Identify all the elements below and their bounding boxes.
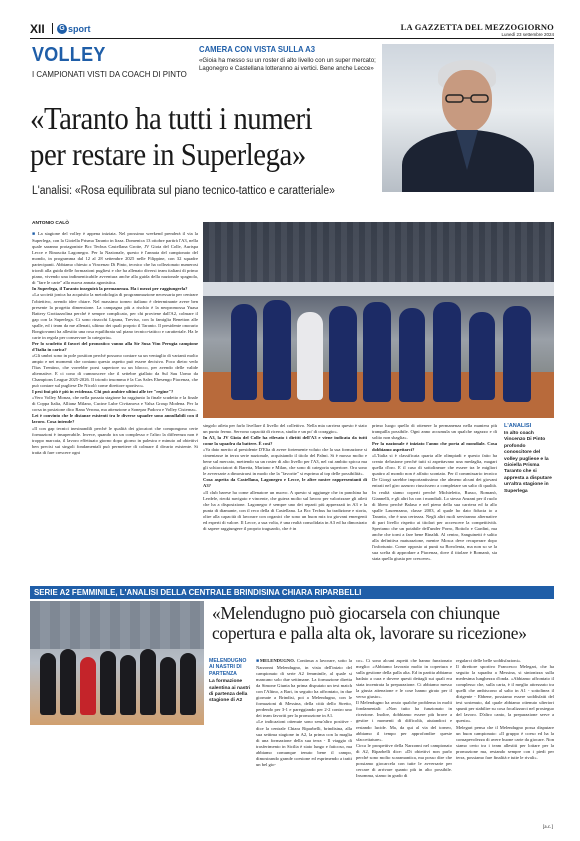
article2-signature: [a.c.] bbox=[542, 825, 553, 830]
article2-column-3 bbox=[456, 658, 554, 823]
article2-col3-q2: Melegari pensa che il Melendugno possa disputare un buon campionato: «Il gruppo è coeso ed ha la consapevolezza di avere buone carte da giocare. Non siamo certo tra i team allestiti per lottare per la promozione ma, restando sempre con i piedi per terra, possiamo fare finalità e tutte le rivali». bbox=[456, 724, 554, 760]
article2-col3-text: regalarci delle belle soddisfazioni». bbox=[456, 658, 522, 663]
sport-logo-icon: G bbox=[57, 24, 67, 34]
player-figure bbox=[297, 312, 323, 400]
player-figure bbox=[140, 649, 156, 715]
article1-col3-text: primo luogo quello di ottenere la permanenza nella maniera più tranquilla possibile. Ogni anno accumula un qualche ragazzo e di solito non sbaglia». bbox=[372, 423, 497, 441]
side-box bbox=[199, 44, 376, 73]
article1-col1-a1: «La società jonica ha acquisito la metodologia di programmazione necessaria per centrare l'obiettivo, avendo idee chiare. Nel massimo torneo italiano è determinante avere ben presente la progetta dimensione. La campagna più a rischio è la neopromossa Yuasa Battery Grottazzolina perché è sempre complicato, per chi proviene dall'A2, colmare il gap con la Superlega. Ci sono rinacchi Lipuna, Treviso, con la famiglia Benetton alle spalle, ed i team da me allenati, ultimo dei quali proprio il Taranto. Il presidente onorario Bongiovanni ha allestito una rosa equilibrata sul piano tecnico-tattico e caratteriale. Ha le carte in regola per conservare la categoria». bbox=[32, 292, 198, 340]
section2-band-label: SERIE A2 FEMMINILE, L'ANALISI DELLA CENTRALE BRINDISINA CHIARA RIPARBELLI bbox=[34, 587, 362, 597]
article2-col3-q1: Il direttore sportivo Francesco Melegari, che ha seguito la squadra a Messina, si sintonizza sulla medesima lunghezza d'onda. «Abbiamo affrontato il complesso che, sulla carta, è il meglio attrezzato tra quelli che ambiscono al salto in A1 - sottolinea il dirigente - Ebbene, possiamo essere soddisfatti del test sostenuto, dal quale abbiamo ottenuto ulteriori spunti per stabilire su cosa focalizzarci nel prosieguo del lavoro. D'altro canto, la preparazione serve a questo». bbox=[456, 664, 554, 724]
melendugno-photo-caption bbox=[209, 658, 251, 705]
issue-date: Lunedì 23 settembre 2024 bbox=[501, 32, 554, 37]
article1-col3-a1: «L'Italia si è classificata quarta alle olimpiadi e questo fatto ha creato delusione perché tutti si aspettavano una medaglia, magari quella d'oro. E il caso di sottolineare che essere tra le migliori quattro al mondo non è affatto scontato. Per il commissario tecnico De Giorgi sarebbe importantissimo che almeno alcuni dei giovani entrati nel giro azzurro riuscissero a completare un salto di qualità. In realtà siamo coperti perché Michieletto, Russo, Romanò, Giannelli, e gli altri ha con i mondiali. Lo stesso Anzani per il ruolo di libero perché Balaso e nel pieno della sua carriera ed fa allo spalle Laurenzano, classe 2003, al quale ho dato fiducia io a Taranto, che è una certezza. Negli altri ruoli serviranno alternative di pari livello rispetto ai titolari per accrescere la competitività. Speriamo che un potabile dell'under Porro, Bottolo e Gardini, ma anche che torni a fare bene Rinaldi. Al centro, Sanguinetti è salito alla definitiva maturazione, mentre Mosca deve recuperare dopo l'infortunio. Come opposto ai punti su Bovolenta, ma non so se la sua scelta di approdare a Piacenza, dove il titolare è Romanò, sia stata quella giusta per crescere». bbox=[372, 453, 497, 562]
article1-col2-text: singolo atleta per farlo livellare il livello del collettivo. Nella mia carriera questo è stato un punto fermo. Servono capacità di ricerca, studio e un po' di coraggio». bbox=[203, 423, 367, 435]
page-number-divider bbox=[52, 23, 53, 34]
header-rule bbox=[30, 38, 554, 39]
player-figure bbox=[120, 655, 136, 715]
player-figure bbox=[160, 657, 176, 715]
article1-col1-a2: «Gli umbri sono in pole position perché possono contare su un ventaglio di varianti molto ampio e nei momenti che contano questo aspetto può essere decisivo. Poco dietro vedo l'Itas Trentino, che vorrebbe porsi superiore su un blocco, per avendo delle valide alternative. E ci cono di cumnoscere che il settebre giallato da Sul Sau Uomo da Champions League 2025-2026. Il trionfo insomma è la Cas Sales Ehesengo Piacenza, che può contare sul pugliese De Nicolò come direttore sportivo». bbox=[32, 352, 198, 389]
player-figure bbox=[469, 312, 495, 400]
player-figure bbox=[263, 300, 291, 400]
article2-col1-q1: «Le indicazioni ottenute sono senz'altro positive - dice la centrale Chiara Riparbelli, brindisina, alla sua settima stagione in A2, la prima con la maglia di una formazione della sua terra - Il viaggio di trasferimento in Sicilia è stato lungo e faticoso, ma abbiamo comunque tenuto bene il campo, dimostrando grande coesione ed esprimendo a tratti un bel gio- bbox=[256, 719, 352, 767]
glasses-icon bbox=[445, 90, 489, 99]
article1-column-3 bbox=[372, 423, 497, 583]
article1-col1-a4: «Il con gap tecnici inesinandili perché le qualità dei giocatori che compongono certe formazioni è insuperabile. Invece, quando tra un complesso e l'altro la differenza non è troppo marcata, il lavoro effettuato giorno dopo giorno in palestra e minuto ad obiettivi ben precisi sui singoli fondamentali può permettere di colmare il divario esistente. Si tratta di fare crescere ogni bbox=[32, 425, 198, 455]
article2-col2-q2: Circa le prospettive della Narzonni nel campionato di A2, Riparbelli dice: «Di obiettivi non parlo perché sono molto scaramantica, ma posso dire che possiamo giocarcela con tutte le avversarie per cercare di arrivare quanto più in alto possibile. Insomma, siamo in grado di bbox=[356, 742, 452, 778]
melendugno-photo-caption-title: MELENDUGNO AI NASTRI DI PARTENZA bbox=[209, 658, 247, 677]
article1-column-2 bbox=[203, 423, 367, 583]
newspaper-name: LA GAZZETTA DEL MEZZOGIORNO bbox=[400, 22, 554, 32]
player-figure bbox=[329, 306, 357, 402]
arena-banner bbox=[203, 282, 554, 296]
player-figure bbox=[80, 657, 96, 715]
team-photo-caption-text: In alto coach Vincenzo Di Pinto profondo conoscitore del volley pugliese e la Gioiella Prisma Taranto che si appresta a disputare un'altra stagione in Superlega bbox=[504, 431, 552, 494]
bullet-icon: ■ bbox=[32, 232, 36, 237]
coach-portrait-photo bbox=[382, 44, 554, 192]
sport-logo-label: sport bbox=[68, 23, 91, 34]
article1-col1-text: La stagione del volley è appena iniziata. Nel prossimo weekend prenderà il via la Superlega, con la Gioiella Prisma Taranto in lizza. Domenica 13 ottobre partirà l'A3, nella quale saranno protagoniste Bcc Tecbus Castellana Grotte, JV Gioia del Colle, Aurispa Lecce e Rinascita Lagonegro. Per la Nazionale, questo è l'annata del campionato del mondo, in programma dal 12 al 28 settembre 2025 nelle Filippine, con 32 squadre partecipanti. Abbiamo chiesto a Vincenzo Di Pinto, tecnico che ha collezionato numerosi trionfi alla guida delle formazioni pugliesi e che ha allenato diversi team italiani di primo piano, vivendo una indimenticabile avventura anche alla guida della nazionale spagnola, di "fare le carte" alla nuova annata agonistica. bbox=[32, 231, 198, 286]
article2-dateline: MELENDUGNO. bbox=[259, 658, 295, 663]
page-header bbox=[30, 22, 554, 36]
player-figure bbox=[100, 651, 116, 715]
article1-col1-q1: In Superlega, il Taranto inseguirà la permanenza. Ha i mezzi per raggiungerla? bbox=[32, 286, 188, 292]
article2-column-2 bbox=[356, 658, 452, 823]
player-figure bbox=[399, 308, 425, 402]
article1-byline: ANTONIO CALÒ bbox=[32, 221, 69, 226]
section2-band bbox=[30, 586, 554, 599]
main-headline-line2: per restare in Superlega» bbox=[30, 136, 306, 172]
player-figure bbox=[433, 302, 461, 402]
player-figure bbox=[363, 302, 391, 402]
sport-logo bbox=[57, 23, 91, 34]
article2-col2-q1: Il Melendugno ha avuto qualche problema in molti fondamentali: «Non tutto ha funzionato in ricezione. Inoltre, dobbiamo essere più brave a gestire i momenti di difficoltà, aiutandoci e restando lucide. Ma, da qui al via del torneo, abbiamo il tempo per approfondire queste sfaccettature». bbox=[356, 700, 452, 742]
team-photo-caption-title: L'ANALISI bbox=[504, 423, 532, 429]
article1-col1-q2: Per lo scudetto il favori del pronostico vanno alla Sir Susa Vim Perugia campione d'Italia in carica? bbox=[32, 340, 198, 352]
article1-col3-q1: Per la nazionale è iniziato l'anno che porta al mondiale. Cosa dobbiamo aspettarci? bbox=[372, 441, 497, 453]
article2-col1-text: Continua a lavorare, sotto la Narzonni Melendugno, in vista dell'inizio del campionato di serie A2 femminile, al quale si mancano solo due settimane. La formazione diretta da Simone Giunta ha prima disputato un test match con l'Altino, a Bari, in seguito ha affrontato, in due giornate a Brindisi, poi a Melendugno, con le formazioni di Messina, della città dello Stretto, perdendo per 3-1 e pareggiando per 2-2 contro uno dei team favoriti per la promozione in A1. bbox=[256, 658, 352, 719]
page-number: XII bbox=[30, 22, 45, 36]
section-kicker-title: VOLLEY bbox=[32, 44, 106, 66]
team-photo-caption bbox=[504, 423, 554, 495]
player-figure bbox=[40, 653, 56, 715]
article1-col1-a3: «Vero Volley Monza, che nella passata stagione ha raggiunto la finale scudetto e la finale di Coppa Italia, Allianz Milano, Cucine Lube Civitanova e Valsa Group Modena. Per la corsa in posizione dico Rana Verona, ma attenzione a Sonepar Padova e Volley Cisterna». bbox=[32, 395, 198, 413]
article1-col2-a1: «Va dato merito al presidente D'Elia di avere fortemente voluto che la sua formazione si cimentasse in terza serie nazionale, acquistando il titolo del Palmi. Si è mosso molto e bene sul mercato, mettendo su un roster di alto livello per l'A3, nel cui ambito spicca ma gli schiacciatori di Baretta, Mariano e Milan, che sono di categoria superiore. Ora sono le avversarie a dimostrarsi in modo che la "favorite" si esprima al top delle possibilità». bbox=[203, 447, 367, 477]
player-figure bbox=[60, 649, 76, 715]
side-box-text: «Gioia ha messo su un roster di alto livello con un super mercato; Lagonegro e Castellana lotteranno ai vertici. Bene anche Lecce» bbox=[199, 57, 376, 72]
article2-column-1 bbox=[256, 658, 352, 823]
article1-col2-a2: «Il club barese ha come allenatore un nuovo. A questo si aggiunge che in panchina ha Lerdele, rieoki navigato e vincente, che guiera molto sul lavoro per valorizzare gli atleti che ha a disposizione. Lagonegro è sempre uno dei reparti più apprezzati in A3 e la punta di diamante, con il reco della di Castellana. La Bcc Tecbus ha tradizione e storia, oltre alla capacità di lavorare con organici che sono un buon mix tra giovani emergenti ed esperti di valore. Il Lecce, a sua volta, è una realtà consolidata in A3 ed ha dimostrato di sapere raggiungere il proprio traguardo, che è in bbox=[203, 489, 367, 531]
main-headline bbox=[30, 100, 382, 172]
bullet-icon: ■ bbox=[256, 659, 260, 664]
section-kicker-subtitle: I CAMPIONATI VISTI DA COACH DI PINTO bbox=[32, 69, 187, 79]
melendugno-team-photo bbox=[30, 601, 204, 725]
player-figure bbox=[503, 306, 531, 402]
gym-wall bbox=[30, 601, 204, 649]
side-box-title: CAMERA CON VISTA SULLA A3 bbox=[199, 44, 316, 54]
melendugno-photo-caption-text: La formazione salentina ai nastri di partenza della stagione di A2 bbox=[209, 679, 251, 704]
article2-col2-text: co». Ci sono alcuni aspetti che hanno funzionato meglio: «Abbiamo lavorato molto in copertura e sulla gestione della palla alta. Ed in partita abbiamo badato a cura e dovere questi dettagli sui quali era stata incentrata la preparazione. Ci abbiamo messo la giusta attenzione e le cose hanno girato per il verso giusto». bbox=[356, 658, 452, 700]
player-figure bbox=[180, 653, 196, 715]
main-subtitle: L'analisi: «Rosa equilibrata sul piano tecnico-tattico e caratteriale» bbox=[32, 185, 335, 197]
main-headline-line1: «Taranto ha tutti i numeri bbox=[30, 100, 313, 136]
article1-column-1 bbox=[32, 231, 198, 583]
article1-col1-q4: Lei è convinto che le distanze esistenti tra le diverse squadre sono annullabili con il lavoro. Cosa intende? bbox=[32, 413, 198, 425]
article1-col2-q2: Cosa aspetta da Castellana, Lagonegro e Lecce, le altre nostre rappresentanti di A3? bbox=[203, 477, 367, 489]
player-figure bbox=[231, 304, 257, 400]
team-photo bbox=[203, 222, 554, 418]
arena-stands bbox=[203, 222, 554, 282]
article1-col1-q3: I pesi fmi più è più in evidenza. Chi può ambire ultimi alle tre "regine"? bbox=[32, 389, 174, 395]
article1-col2-q1: In A3, la JV Gioia del Colle ha rilevato i diritti dell'A3 e viene indicata da tutti come la squadra da battere. È così? bbox=[203, 435, 367, 447]
section2-headline: «Melendugno può giocarsela con chiunque copertura e palla alta ok, lavorare su ricezione» bbox=[212, 603, 527, 643]
